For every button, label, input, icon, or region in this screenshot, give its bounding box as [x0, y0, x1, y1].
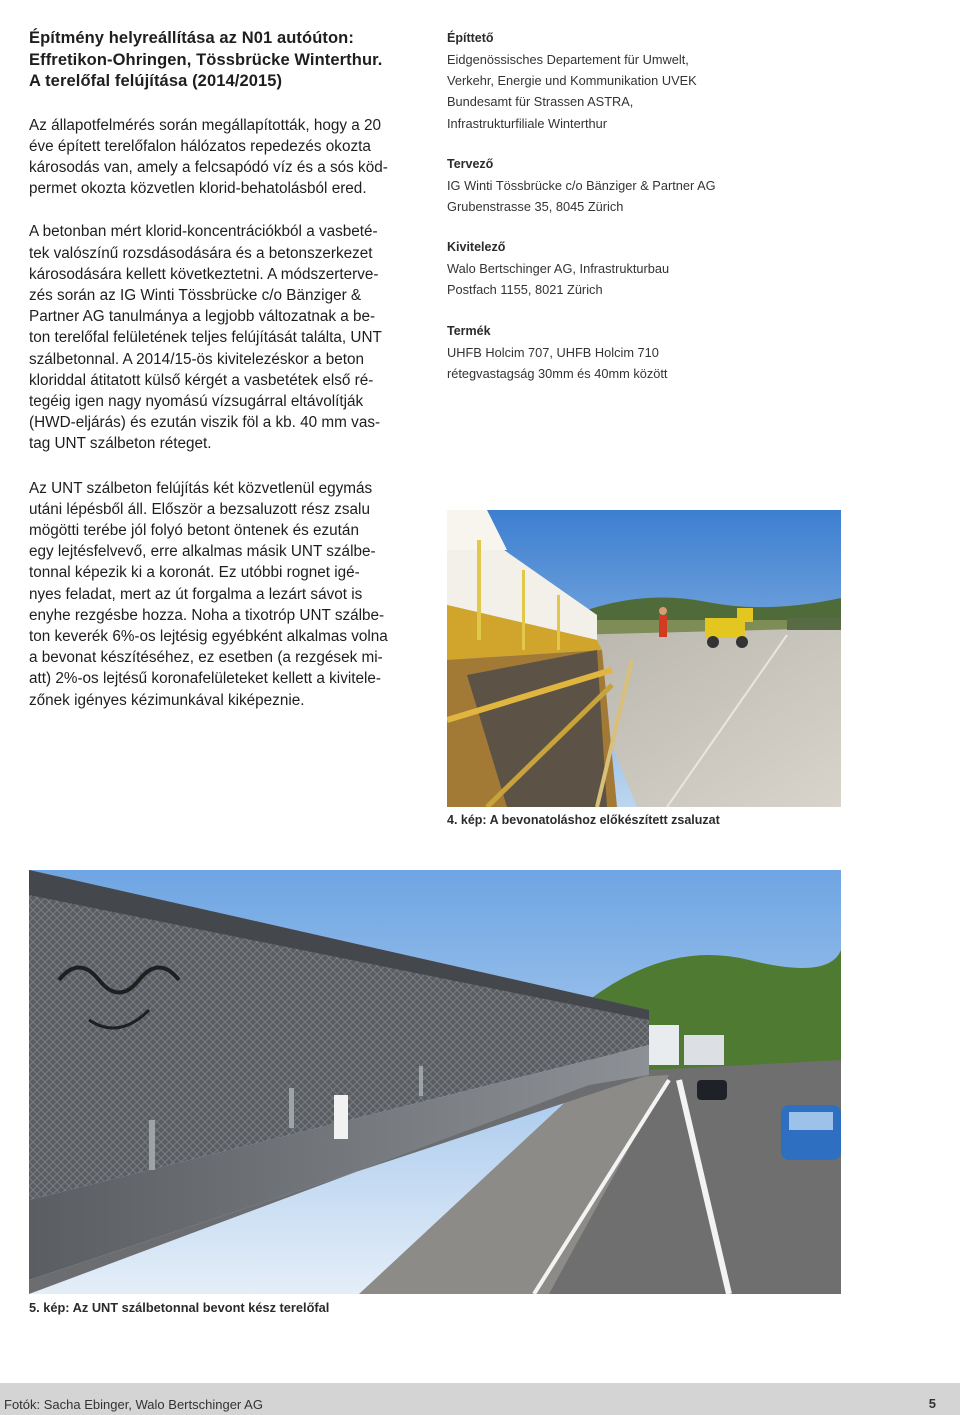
info-block-designer [447, 154, 847, 217]
page-footer [0, 1383, 960, 1415]
text-line: tek valószínű rozsdásodására és a betonszerkezet [29, 244, 373, 262]
text-line: tonnal képezik ki a koronát. Ez utóbbi rognet igé- [29, 564, 360, 582]
info-label: Kivitelező [447, 240, 506, 255]
info-label: Építtető [447, 31, 494, 45]
figure-caption: 4. kép: A bevonatoláshoz előkészített zsaluzat [447, 813, 720, 827]
text-line: tag UNT szálbeton réteget. [29, 435, 212, 453]
info-line: Postfach 1155, 8021 Zürich [447, 282, 603, 298]
photo-formwork [447, 510, 841, 807]
text-line: A betonban mért klorid-koncentrációkból a vasbeté- [29, 223, 378, 241]
text-line: zés során az IG Winti Tössbrücke c/o Bänziger & [29, 286, 362, 304]
paragraph-1 [29, 115, 429, 200]
info-line: rétegvastagság 30mm és 40mm között [447, 365, 668, 381]
article-heading [29, 28, 429, 93]
heading-line: Építmény helyreállítása az N01 autóúton: [29, 29, 354, 47]
info-block-product [447, 321, 847, 384]
text-line: a bevonat készítéséhez, ez esetben (a rezgések mi- [29, 649, 383, 667]
text-line: tegéig igen nagy nyomású vízsugárral eltávolítják [29, 392, 364, 410]
photo-credit: Fotók: Sacha Ebinger, Walo Bertschinger AG [4, 1397, 263, 1412]
info-block-contractor [447, 237, 847, 300]
text-line: mögötti terébe jól folyó betont öntenek és ezután [29, 521, 359, 539]
paragraph-2 [29, 221, 429, 454]
info-label: Tervező [447, 156, 494, 171]
text-line: egy lejtésfelvevő, erre alkalmas másik UNT szálbe- [29, 543, 376, 561]
info-line: Infrastrukturfiliale Winterthur [447, 115, 608, 131]
info-line: IG Winti Tössbrücke c/o Bänziger & Partner AG [447, 177, 716, 193]
info-line: Bundesamt für Strassen ASTRA, [447, 94, 634, 110]
info-line: Walo Bertschinger AG, Infrastrukturbau [447, 261, 670, 277]
text-line: éve épített terelőfalon hálózatos repedezés okozta [29, 137, 371, 155]
text-line: zőnek igényes kézimunkával kiképeznie. [29, 691, 305, 709]
text-line: kloriddal átitatott külső kérgét a vasbetétek első ré- [29, 371, 374, 389]
heading-line: A terelőfal felújítása (2014/2015) [29, 72, 283, 90]
text-line: Partner AG tanulmánya a legjobb változatnak a be- [29, 308, 376, 326]
paragraph-3 [29, 478, 429, 711]
text-line: nyes feladat, mert az út forgalma a lezárt sávot is [29, 585, 363, 603]
text-line: enyhe rezgésbe hozza. Noha a tixotróp UNT szálbe- [29, 606, 385, 624]
info-line: UHFB Holcim 707, UHFB Holcim 710 [447, 344, 659, 360]
article-column [29, 28, 429, 711]
text-line: att) 2%-os lejtésű koronafelületeket kellett a kivitele- [29, 670, 382, 688]
text-line: ton keverék 6%-os lejtésig egyébként alkalmas volna [29, 627, 388, 645]
info-line: Grubenstrasse 35, 8045 Zürich [447, 199, 624, 215]
text-line: Az állapotfelmérés során megállapították, hogy a 20 [29, 116, 382, 134]
page-number: 5 [928, 1396, 936, 1411]
info-block-builder [447, 28, 847, 134]
text-line: permet okozta közvetlen klorid-behatolásból ered. [29, 180, 367, 198]
info-line: Eidgenössisches Departement für Umwelt, [447, 52, 689, 67]
photo-finished-barrier [29, 870, 841, 1294]
info-line: Verkehr, Energie und Kommunikation UVEK [447, 73, 697, 89]
heading-line: Effretikon-Ohringen, Tössbrücke Winterthur. [29, 50, 383, 69]
text-line: utáni lépésből áll. Először a bezsaluzott rész zsalu [29, 500, 370, 518]
text-line: károsodás van, amely a felcsapódó víz és a sós köd- [29, 158, 388, 176]
text-line: károsodására kellett következtetni. A módszerterve- [29, 265, 379, 283]
text-line: ton terelőfal felületének teljes felújítását találta, UNT [29, 329, 382, 347]
text-line: szálbetonnal. A 2014/15-ös kivitelezéskor a beton [29, 350, 365, 368]
text-line: Az UNT szálbeton felújítás két közvetlenül egymás [29, 479, 373, 497]
text-line: (HWD-eljárás) és ezután viszik föl a kb. 40 mm vas- [29, 414, 381, 432]
info-label: Termék [447, 323, 491, 338]
figure-caption: 5. kép: Az UNT szálbetonnal bevont kész terelőfal [29, 1300, 330, 1315]
project-info [447, 28, 847, 404]
